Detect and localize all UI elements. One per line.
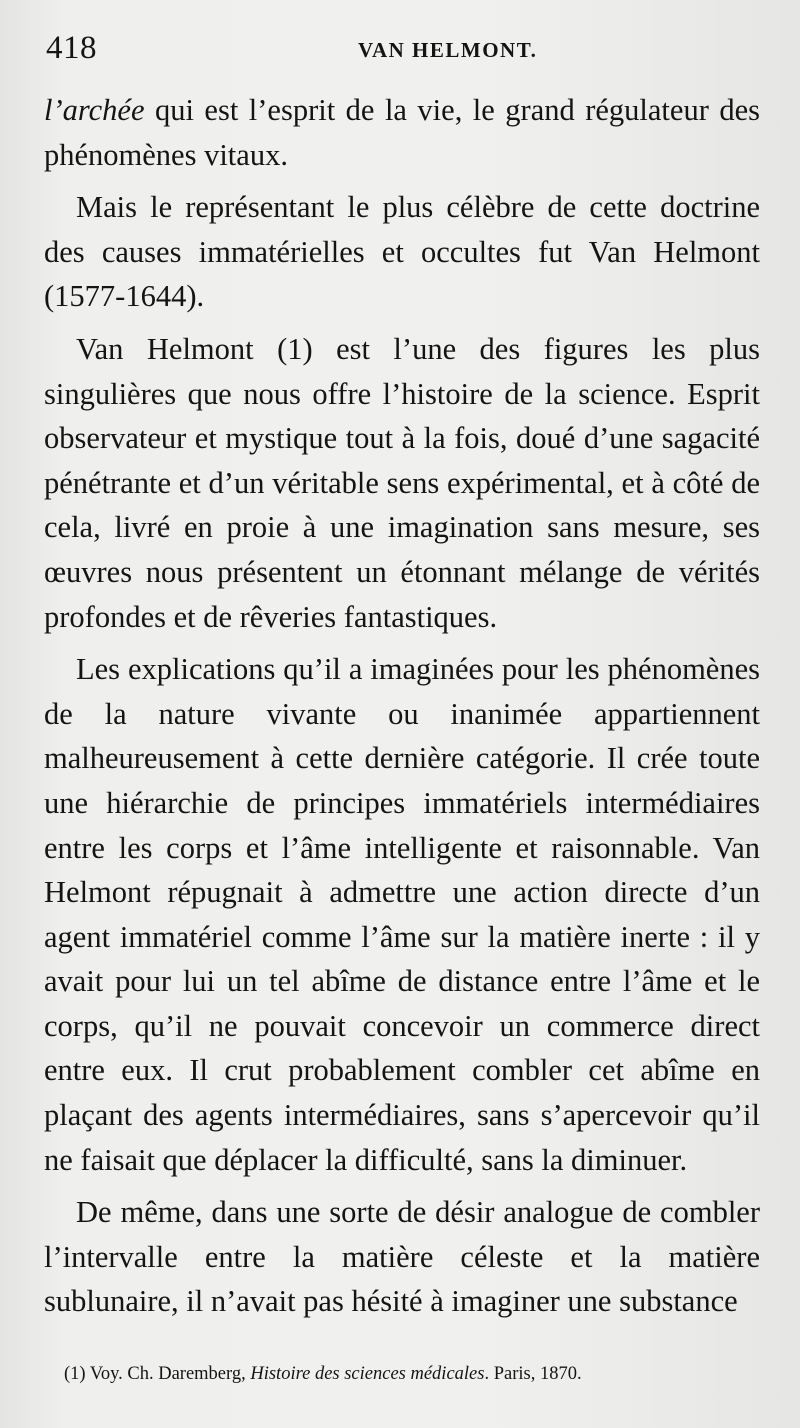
page-header	[40, 30, 770, 74]
paragraph-1	[44, 88, 760, 177]
running-head: VAN HELMONT.	[358, 38, 538, 62]
paragraph-5: De même, dans une sorte de désir analogue de combler l’intervalle entre la matière céleste et la matière sublunaire, il n’avait pas hésité à imaginer une substance	[44, 1195, 760, 1319]
paragraph-4: Les explications qu’il a imaginées pour les phénomènes de la nature vivante ou inanimée appartiennent malheureusement à cette dernière catégorie. Il crée toute une hiérarchie de principes immatériels intermédiaires entre les corps et l’âme intelligente et raisonnable. Van Helmont répugnait à admettre une action directe d’un agent immatériel comme l’âme sur la matière inerte : il y avait pour lui un tel abîme de distance entre l’âme et le corps, qu’il ne pouvait concevoir un commerce direct entre eux. Il crut probablement combler cet abîme en plaçant des agents intermédiaires, sans s’apercevoir qu’il ne faisait que déplacer la difficulté, sans la diminuer.	[44, 652, 760, 1177]
body-text	[44, 88, 760, 1324]
paragraph-3: Van Helmont (1) est l’une des figures les plus singulières que nous offre l’histoire de la science. Esprit observateur et mystique tout à la fois, doué d’une sagacité pénétrante et d’un véritable sens expérimental, et à côté de cela, livré en proie à une imagination sans mesure, ses œuvres nous présentent un étonnant mélange de vérités profondes et de rêveries fantastiques.	[44, 331, 760, 634]
paragraph-2: Mais le représentant le plus célèbre de cette doctrine des causes immatérielles et occultes fut Van Helmont (1577-1644).	[44, 190, 760, 314]
footnote-rest: . Paris, 1870.	[484, 1364, 582, 1384]
footnote-marker: (1) Voy. Ch. Daremberg,	[64, 1364, 251, 1384]
italic-term: l’archée	[44, 93, 145, 127]
footnote-title: Histoire des sciences médicales	[250, 1364, 485, 1384]
footnote	[64, 1362, 764, 1386]
paragraph-1-text: qui est l’esprit de la vie, le grand régulateur des phénomènes vitaux.	[44, 93, 760, 172]
page-number: 418	[46, 30, 97, 66]
